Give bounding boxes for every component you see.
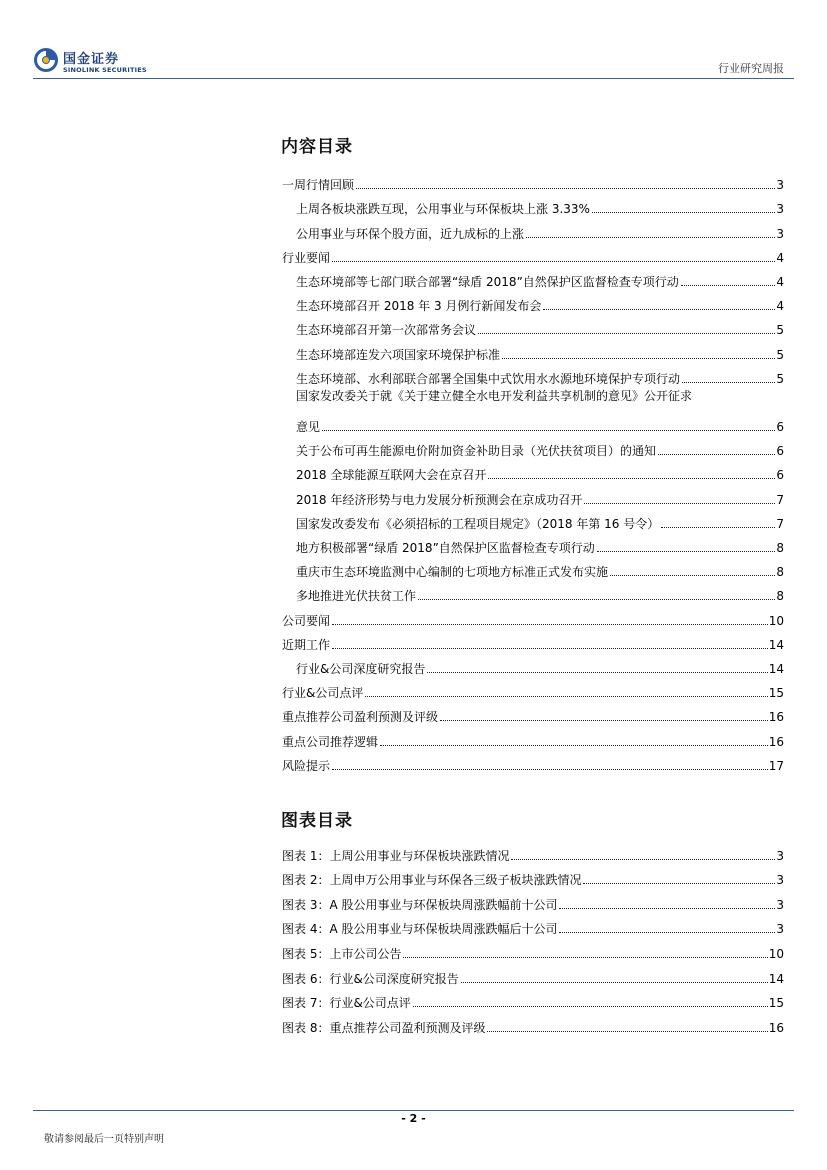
toc-entry-label: 图表 3：A 股公用事业与环保板块周涨跌幅前十公司 (282, 897, 558, 912)
toc-entry-page: 3 (776, 897, 784, 912)
dot-leader (332, 261, 775, 262)
toc-entry-label: 公用事业与环保个股方面，近九成标的上涨 (296, 226, 525, 241)
dot-leader (478, 333, 775, 334)
toc-entry[interactable] (282, 168, 784, 192)
toc-entry-label: 意见 (296, 420, 321, 435)
toc-entry[interactable] (282, 216, 784, 240)
toc-entry[interactable] (282, 482, 784, 506)
toc-entry-label: 国家发改委关于就《关于建立健全水电开发利益共享机制的意见》公开征求 (296, 388, 693, 403)
toc-entry[interactable] (282, 313, 784, 337)
footer-divider (33, 1110, 794, 1111)
toc-entry-label: 行业要闻 (282, 250, 331, 265)
dot-leader (681, 285, 776, 286)
dot-leader (559, 908, 775, 909)
toc-entry[interactable] (282, 628, 784, 652)
toc-entry-label: 生态环境部召开第一次部常务会议 (296, 323, 477, 338)
figures-list (282, 838, 784, 1035)
toc-entry-page: 5 (776, 347, 784, 362)
toc-entry[interactable] (282, 676, 784, 700)
toc-entry-page: 5 (776, 371, 784, 386)
toc-entry[interactable] (282, 434, 784, 458)
toc-entry[interactable] (282, 555, 784, 579)
logo-text-cn: 国金证券 (63, 52, 120, 67)
dot-leader (332, 624, 768, 625)
toc-entry-label: 公司要闻 (282, 613, 331, 628)
toc-entry-page: 16 (768, 734, 784, 749)
toc-entry-label: 风险提示 (282, 758, 331, 773)
dot-leader (332, 769, 768, 770)
logo-text-en: SINOLINK SECURITIES (63, 66, 147, 74)
toc-entry-label: 生态环境部连发六项国家环境保护标准 (296, 347, 501, 362)
dot-leader (488, 478, 775, 479)
report-type-label: 行业研究周报 (718, 62, 784, 75)
toc-entry-page: 15 (768, 996, 784, 1011)
toc-entry-label: 行业&公司深度研究报告 (296, 661, 426, 676)
toc-entry-page: 14 (768, 661, 784, 676)
toc-entry[interactable] (282, 531, 784, 555)
dot-leader (658, 454, 775, 455)
toc-entry[interactable] (282, 961, 784, 986)
toc-entry[interactable] (282, 724, 784, 748)
toc-entry-page: 10 (768, 946, 784, 961)
dot-leader (592, 212, 775, 213)
toc-entry-page: 8 (776, 565, 784, 580)
toc-entry-page: 3 (776, 202, 784, 217)
toc-entry-label: 图表 7：行业&公司点评 (282, 996, 411, 1011)
header-divider (33, 78, 794, 79)
toc-entry[interactable] (282, 507, 784, 531)
toc-entry-label: 图表 4：A 股公用事业与环保板块周涨跌幅后十公司 (282, 922, 558, 937)
logo-icon (33, 47, 59, 73)
toc-entry-page: 17 (768, 758, 784, 773)
toc-entry-label: 重点推荐公司盈利预测及评级 (282, 710, 439, 725)
toc-entry[interactable] (282, 887, 784, 912)
toc-entry-label: 生态环境部、水利部联合部署全国集中式饮用水水源地环境保护专项行动 (296, 371, 681, 386)
toc-entry-label: 图表 5：上市公司公告 (282, 946, 402, 961)
dot-leader (584, 503, 775, 504)
dot-leader (526, 237, 775, 238)
toc-entry-page: 16 (768, 1020, 784, 1035)
dot-leader (610, 575, 775, 576)
dot-leader (543, 309, 775, 310)
toc-entry-page: 6 (776, 444, 784, 459)
toc-entry-label: 上周各板块涨跌互现，公用事业与环保板块上涨 3.33% (296, 202, 590, 217)
dot-leader (440, 720, 768, 721)
toc-entry-page: 5 (776, 323, 784, 338)
dot-leader (356, 188, 775, 189)
dot-leader (427, 672, 767, 673)
toc-entry-page: 3 (776, 178, 784, 193)
dot-leader (332, 648, 768, 649)
toc-entry-label: 关于公布可再生能源电价附加资金补助目录（光伏扶贫项目）的通知 (296, 444, 657, 459)
dot-leader (413, 1006, 768, 1007)
toc-entry[interactable] (282, 458, 784, 482)
toc-entry-page: 14 (768, 971, 784, 986)
toc-entry-label: 2018 全球能源互联网大会在京召开 (296, 468, 487, 483)
toc-entry-label: 2018 年经济形势与电力发展分析预测会在京成功召开 (296, 492, 583, 507)
toc-entry-page: 10 (768, 613, 784, 628)
dot-leader (661, 527, 775, 528)
toc-entry-label: 生态环境部等七部门联合部署“绿盾 2018”自然保护区监督检查专项行动 (296, 274, 679, 289)
toc-entry[interactable] (282, 192, 784, 216)
footer-disclaimer: 敬请参阅最后一页特别声明 (44, 1134, 164, 1145)
toc-entry-label: 图表 6：行业&公司深度研究报告 (282, 971, 459, 986)
toc-entry[interactable] (282, 912, 784, 937)
toc-entry[interactable] (282, 749, 784, 773)
toc-entry[interactable] (282, 410, 784, 434)
toc-entry-page: 6 (776, 420, 784, 435)
dot-leader (511, 859, 775, 860)
toc-entry[interactable] (282, 863, 784, 888)
toc-entry-label: 图表 2：上周申万公用事业与环保各三级子板块涨跌情况 (282, 873, 582, 888)
contents-title: 内容目录 (281, 137, 353, 157)
dot-leader (487, 1031, 767, 1032)
toc-entry-page: 15 (768, 686, 784, 701)
toc-entry-label: 图表 8：重点推荐公司盈利预测及评级 (282, 1020, 486, 1035)
toc-entry[interactable] (282, 241, 784, 265)
page-header (0, 0, 827, 80)
toc-entry-label: 重点公司推荐逻辑 (282, 734, 379, 749)
figures-title: 图表目录 (281, 811, 353, 831)
dot-leader (380, 745, 768, 746)
toc-entry[interactable] (282, 936, 784, 961)
dot-leader (597, 551, 776, 552)
toc-entry-page: 4 (776, 299, 784, 314)
toc-entry-page: 3 (776, 848, 784, 863)
toc-entry[interactable] (282, 289, 784, 313)
toc-entry[interactable] (282, 362, 784, 386)
toc-entry-page: 14 (768, 637, 784, 652)
toc-entry-page: 4 (776, 274, 784, 289)
toc-entry-page: 4 (776, 250, 784, 265)
toc-entry[interactable] (282, 265, 784, 289)
dot-leader (559, 932, 775, 933)
toc-entry[interactable] (282, 700, 784, 724)
toc-entry[interactable] (282, 386, 784, 410)
toc-entry[interactable] (282, 337, 784, 361)
toc-entry-label: 图表 1：上周公用事业与环保板块涨跌情况 (282, 848, 510, 863)
toc-entry-page: 6 (776, 468, 784, 483)
toc-entry[interactable] (282, 652, 784, 676)
toc-entry-label: 重庆市生态环境监测中心编制的七项地方标准正式发布实施 (296, 565, 609, 580)
dot-leader (322, 430, 775, 431)
toc-entry-label: 生态环境部召开 2018 年 3 月例行新闻发布会 (296, 299, 542, 314)
dot-leader (502, 358, 775, 359)
toc-entry[interactable] (282, 838, 784, 863)
toc-entry-label: 近期工作 (282, 637, 331, 652)
company-logo (33, 47, 153, 77)
toc-entry[interactable] (282, 986, 784, 1011)
contents-list (282, 168, 784, 773)
dot-leader (682, 382, 775, 383)
toc-entry-page: 8 (776, 541, 784, 555)
toc-entry[interactable] (282, 603, 784, 627)
toc-entry-label: 国家发改委发布《必须招标的工程项目规定》（2018 年第 16 号令） (296, 516, 660, 531)
toc-entry-page: 3 (776, 226, 784, 241)
page-number: - 2 - (401, 1112, 426, 1125)
toc-entry-page: 7 (776, 516, 784, 531)
toc-entry-page: 3 (776, 873, 784, 888)
toc-entry-page: 7 (776, 492, 784, 507)
dot-leader (461, 982, 768, 983)
toc-entry-label: 地方积极部署“绿盾 2018”自然保护区监督检查专项行动 (296, 541, 595, 555)
toc-entry[interactable] (282, 1010, 784, 1035)
toc-entry-page: 16 (768, 710, 784, 725)
toc-entry-page: 3 (776, 922, 784, 937)
dot-leader (583, 883, 775, 884)
toc-entry-label: 行业&公司点评 (282, 686, 364, 701)
toc-entry-page: 8 (776, 589, 784, 604)
toc-entry-label: 一周行情回顾 (282, 178, 355, 193)
dot-leader (418, 599, 775, 600)
toc-entry[interactable] (282, 579, 784, 603)
dot-leader (403, 957, 767, 958)
toc-entry-label: 多地推进光伏扶贫工作 (296, 589, 417, 604)
dot-leader (365, 696, 767, 697)
